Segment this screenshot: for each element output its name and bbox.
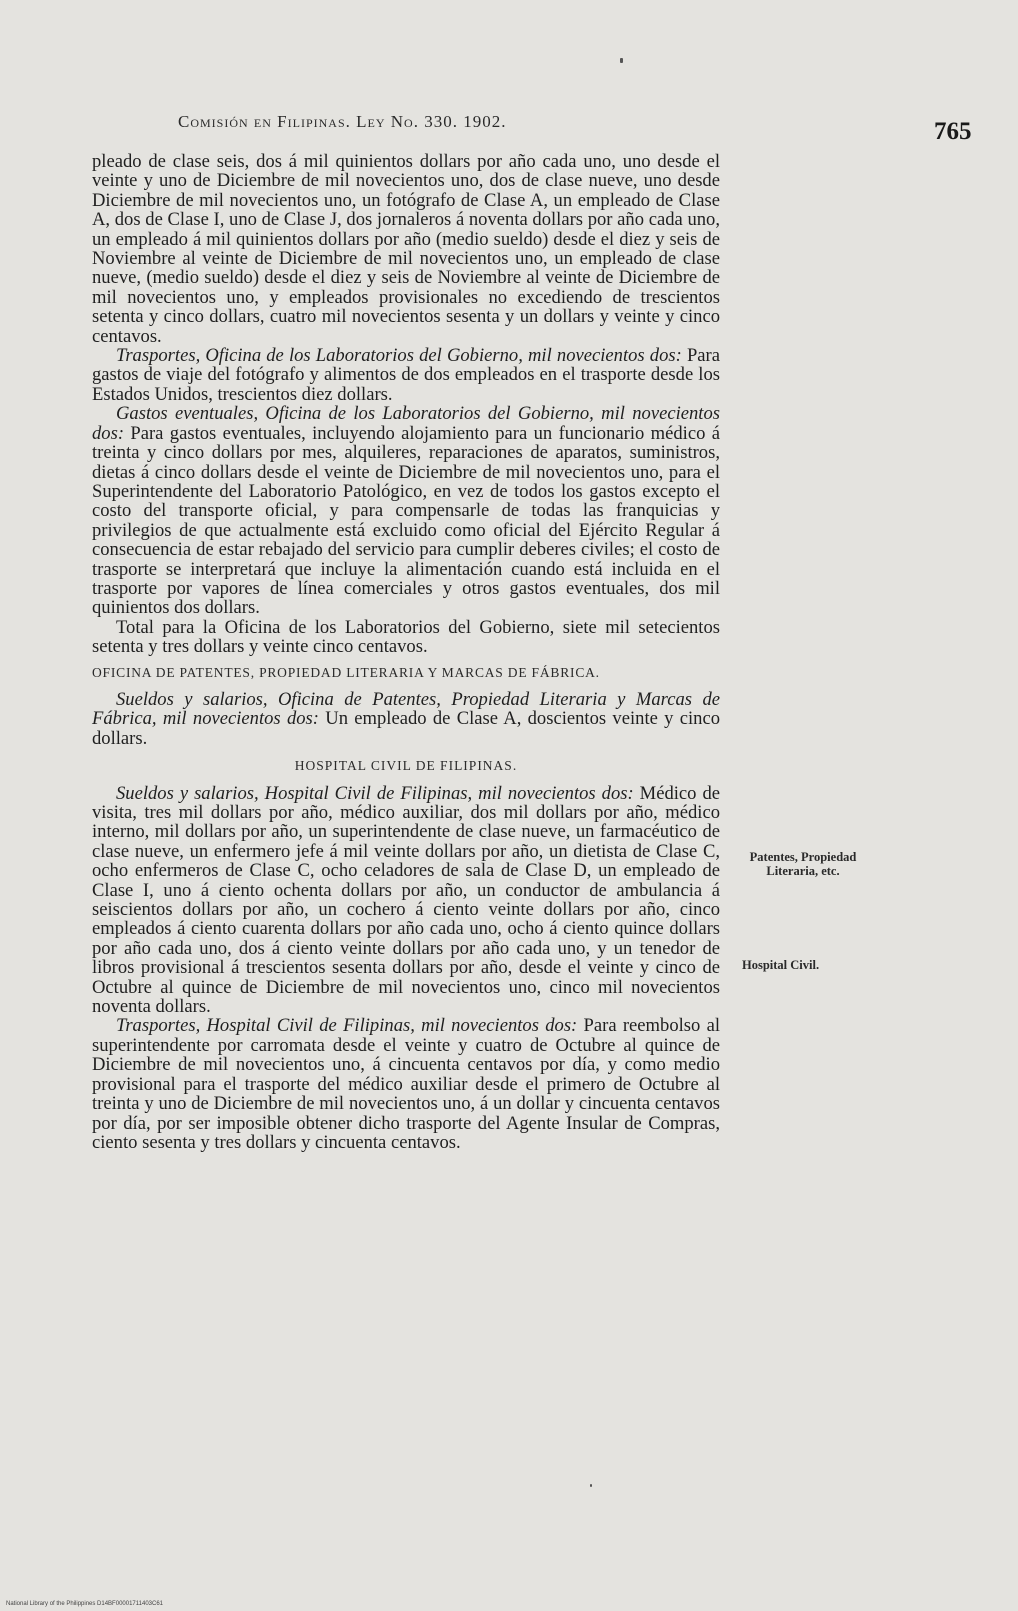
page-speck bbox=[590, 1484, 592, 1487]
margin-note: Patentes, Propiedad Literaria, etc. bbox=[749, 850, 857, 878]
body-text bbox=[92, 152, 720, 1152]
paragraph-text: Para gastos de viaje del fotógrafo y alimentos de dos empleados en el trasporte desde los Estados Unidos, trescientos diez dollars. bbox=[92, 345, 721, 405]
paragraph-lead: Trasportes, Oficina de los Laboratorios del Gobierno, mil novecientos dos: bbox=[116, 345, 682, 367]
section-heading: OFICINA DE PATENTES, PROPIEDAD LITERARIA Y MARCAS DE FÁBRICA. bbox=[92, 664, 600, 680]
paragraph: pleado de clase seis, dos á mil quinientos dollars por año cada uno, uno desde el veinte y uno de Diciembre de mil novecientos uno, dos de clase nueve, uno desde Diciembre de mil novecientos uno, un fotógrafo de Clase A, un empleado de Clase A, dos de Clase I, uno de Clase J, dos jornaleros á noventa dollars por año cada uno, un empleado á mil quinientos dollars por año (medio sueldo) desde el diez y seis de Noviembre al veinte de Diciembre de mil novecientos uno, un empleado de clase nueve, (medio sueldo) desde el diez y seis de Noviembre al veinte de Diciembre de mil novecientos uno, y empleados provisionales no excediendo de trescientos setenta y cinco dollars, cuatro mil novecientos sesenta y un dollars y veinte y cinco centavos. bbox=[92, 151, 720, 347]
paragraph-lead: Gastos eventuales, Oficina de los Laboratorios del Gobierno, mil novecientos dos: bbox=[92, 403, 720, 444]
paragraph-text: Un empleado de Clase A, doscientos veinte y cinco dollars. bbox=[92, 708, 720, 749]
paragraph-lead: Sueldos y salarios, Oficina de Patentes, Propiedad Literaria y Marcas de Fábrica, mil novecientos dos: bbox=[92, 688, 720, 730]
footer-credit: National Library of the Philippines D14BF00001711403C61 bbox=[6, 1601, 163, 1607]
paragraph-lead: Sueldos y salarios, Hospital Civil de Filipinas, mil novecientos dos: bbox=[116, 782, 634, 804]
paragraph bbox=[92, 346, 720, 404]
paragraph-text: Para reembolso al superintendente por carromata desde el veinte y cuatro de Octubre al quince de Diciembre de mil novecientos uno, á cincuenta centavos por día, y como medio provisional para el trasporte del médico auxiliar desde el primero de Octubre al treinta y uno de Diciembre de mil novecientos uno, á un dollar y cincuenta centavos por día, por ser imposible obtener dicho trasporte del Agente Insular de Compras, ciento sesenta y tres dollars y cincuenta centavos. bbox=[92, 1015, 721, 1153]
section-heading: HOSPITAL CIVIL DE FILIPINAS. bbox=[294, 758, 518, 774]
paragraph bbox=[92, 690, 720, 748]
paragraph-text: Médico de visita, tres mil dollars por año, médico auxiliar, dos mil dollars por año, médico interno, mil dollars por año, un superintendente de clase nueve, un farmacéutico de clase nueve, un enfermero jefe á mil veinte dollars por año, un dietista de Clase C, ocho enfermeros de Clase C, ocho celadores de sala de Clase D, un empleado de Clase I, uno á ciento ochenta dollars por año, un conductor de ambulancia á seiscientos dollars por año, un cochero á ciento veinte dollars por año, cinco empleados á ciento cuarenta dollars por año cada uno, ocho á ciento quince dollars por año cada uno, dos á ciento veinte dollars por año cada uno, y un tenedor de libros provisional á trescientos sesenta dollars por año, desde el veinte y cinco de Octubre al quince de Diciembre de mil novecientos uno, cinco mil novecientos noventa dollars. bbox=[92, 782, 720, 1018]
paragraph-lead: Trasportes, Hospital Civil de Filipinas, mil novecientos dos: bbox=[116, 1015, 578, 1037]
page-number: 765 bbox=[934, 118, 972, 145]
paragraph bbox=[92, 1016, 720, 1152]
paragraph-text: Para gastos eventuales, incluyendo alojamiento para un funcionario médico á treinta y cinco dollars por mes, alquileres, reparaciones de aparatos, suministros, dietas á cinco dollars desde el veinte de Diciembre de mil novecientos uno, para el Superintendente del Laboratorio Patológico, en vez de todos los gastos excepto el costo del transporte oficial, y para compensarle de todas las franquicias y privilegios de que actualmente está excluido como oficial del Ejército Regular á consecuencia de estar rebajado del servicio para cumplir deberes civiles; el costo de trasporte se interpretará que incluye la alimentación cuando está incluida en el trasporte por vapores de línea comerciales y otros gastos eventuales, dos mil quinientos dos dollars. bbox=[92, 422, 720, 619]
running-head: Comisión en Filipinas. Ley No. 330. 1902. bbox=[178, 112, 507, 131]
page-speck bbox=[620, 58, 623, 63]
paragraph: Total para la Oficina de los Laboratorios del Gobierno, siete mil setecientos setenta y tres dollars y veinte cinco centavos. bbox=[92, 616, 720, 658]
paragraph bbox=[92, 784, 720, 1017]
margin-note: Hospital Civil. bbox=[742, 958, 820, 972]
paragraph bbox=[92, 404, 720, 617]
